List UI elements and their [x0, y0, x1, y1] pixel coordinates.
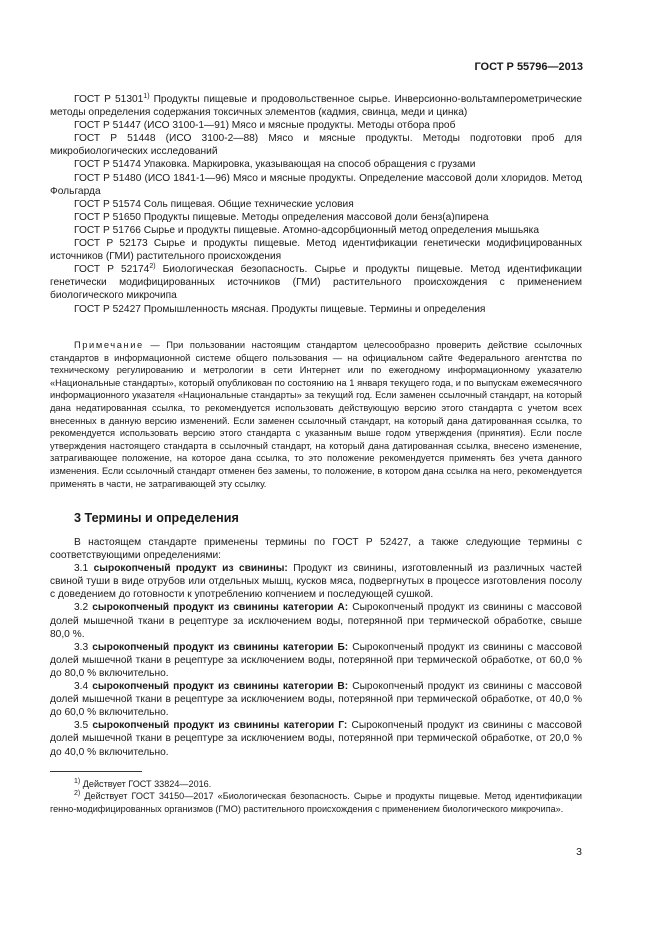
footnotes — [50, 778, 582, 815]
reference-item: ГОСТ Р 51447 (ИСО 3100-1—91) Мясо и мясные продукты. Методы отбора проб — [74, 120, 456, 132]
reference-item: ГОСТ Р 51650 Продукты пищевые. Методы определения массовой доли бенз(а)пирена — [74, 211, 489, 223]
reference-item: ГОСТ Р 51766 Сырье и продукты пищевые. Атомно-адсорбционный метод определения мышьяка — [74, 224, 540, 236]
footnote: $^{1)}$ Действует ГОСТ 33824—2016. — [74, 778, 212, 789]
footnote: $^{2)}$ Действует ГОСТ 34150—2017 «Биологическая безопасность. Сырье и продукты пищевые. Метод идентификации генно-модифицированных организмов (ГМО) растительного происхождения с применением биологического микрочипа». — [50, 790, 582, 814]
normative-references — [50, 93, 582, 316]
section-title: 3 Термины и определения — [74, 511, 239, 525]
reference-item: ГОСТ Р 51474 Упаковка. Маркировка, указывающая на способ обращения с грузами — [74, 159, 476, 171]
term-definition: 3.2 сырокопченый продукт из свинины категории А: Сырокопченый продукт из свинины с массовой долей мышечной ткани в рецептуре за исключением воды, потерянной при термической обработке, свыше 80,0 %. — [50, 602, 582, 640]
page-number: 3 — [576, 846, 582, 858]
document-header-code: ГОСТ Р 55796—2013 — [474, 61, 583, 73]
term-definition: 3.5 сырокопченый продукт из свинины категории Г: Сырокопченый продукт из свинины с массовой долей мышечной ткани в рецептуре за исключением воды, потерянной при термической обработке, от 20,0 % до 40,0 % включительно. — [50, 720, 582, 758]
term-definition: 3.4 сырокопченый продукт из свинины категории В: Сырокопченый продукт из свинины с массовой долей мышечной ткани в рецептуре за исключением воды, потерянной при термической обработке, от 40,0 % до 60,0 % включительно. — [50, 681, 582, 719]
term: сырокопченый продукт из свинины категории Г: — [92, 720, 348, 732]
reference-item: ГОСТ Р 51448 (ИСО 3100-2—88) Мясо и мясные продукты. Методы подготовки проб для микробиологических исследований — [50, 133, 582, 158]
note-text: — При пользовании настоящим стандартом целесообразно проверить действие ссылочных стандартов в информационной системе общего пользования — на официальном сайте Федерального агентства по техническому регулированию и метрологии в сети Интернет или по ежегодному информационному указателю «Национальные стандарты», который опубликован по состоянию на 1 января текущего года, и по выпускам ежемесячного информационного указателя «Национальные стандарты» за текущий год. Если заменен ссылочный стандарт, на который дана недатированная ссылка, то рекомендуется использовать действующую версию этого стандарта с учетом всех внесенных в данную версию изменений. Если заменен ссылочный стандарт, на который дана датированная ссылка, то рекомендуется использовать версию этого стандарта с указанным выше годом утверждения (принятия). Если после утверждения настоящего стандарта в ссылочный стандарт, на который дана датированная ссылка, внесено изменение, затрагивающее положение, на которое дана ссылка, то это положение рекомендуется применять без учета данного изменения. Если ссылочный стандарт отменен без замены, то положение, в котором дана ссылка на него, рекомендуется применять в части, не затрагивающей эту ссылку. — [50, 340, 582, 489]
reference-item: ГОСТ Р 51301$^{1)}$ Продукты пищевые и продовольственное сырье. Инверсионно-вольтамперометрические методы определения содержания токсичных элементов (кадмия, свинца, меди и цинка) — [50, 93, 582, 119]
term: сырокопченый продукт из свинины категории А: — [92, 602, 349, 614]
reference-item: ГОСТ Р 52174$^{2)}$ Биологическая безопасность. Сырье и продукты пищевые. Метод идентификации генетически модифицированных источников (ГМИ) растительного происхождения с применением биологического микрочипа — [50, 263, 582, 302]
terms-section — [50, 536, 582, 759]
note-paragraph — [50, 339, 582, 490]
reference-item: ГОСТ Р 52427 Промышленность мясная. Продукты пищевые. Термины и определения — [74, 303, 486, 315]
term-definition: 3.3 сырокопченый продукт из свинины категории Б: Сырокопченый продукт из свинины с массовой долей мышечной ткани в рецептуре за исключением воды, потерянной при термической обработке, от 60,0 % до 80,0 % включительно. — [50, 641, 583, 679]
term: сырокопченый продукт из свинины категории В: — [92, 681, 349, 693]
reference-item: ГОСТ Р 52173 Сырье и продукты пищевые. Метод идентификации генетически модифицированных источников (ГМИ) растительного происхождения — [50, 238, 582, 263]
footnote-divider — [50, 771, 142, 772]
note-label: Примечание — [74, 340, 144, 350]
reference-item: ГОСТ Р 51480 (ИСО 1841-1—96) Мясо и мясные продукты. Определение массовой доли хлоридов. Метод Фольгарда — [50, 172, 582, 197]
term: сырокопченый продукт из свинины категории Б: — [92, 641, 349, 653]
term-definition: 3.1 сырокопченый продукт из свинины: Продукт из свинины, изготовленный из различных частей свиной туши в виде отрубов или отдельных мышц, кусков мяса, подвергнутых в процессе изготовления посолу с доведением до готовности к употреблению копчением и последующей сушкой. — [50, 563, 582, 601]
section-intro: В настоящем стандарте применены термины по ГОСТ Р 52427, а также следующие термины с соответствующими определениями: — [50, 537, 582, 562]
reference-item: ГОСТ Р 51574 Соль пищевая. Общие технические условия — [74, 198, 354, 210]
term: сырокопченый продукт из свинины: — [93, 563, 288, 575]
